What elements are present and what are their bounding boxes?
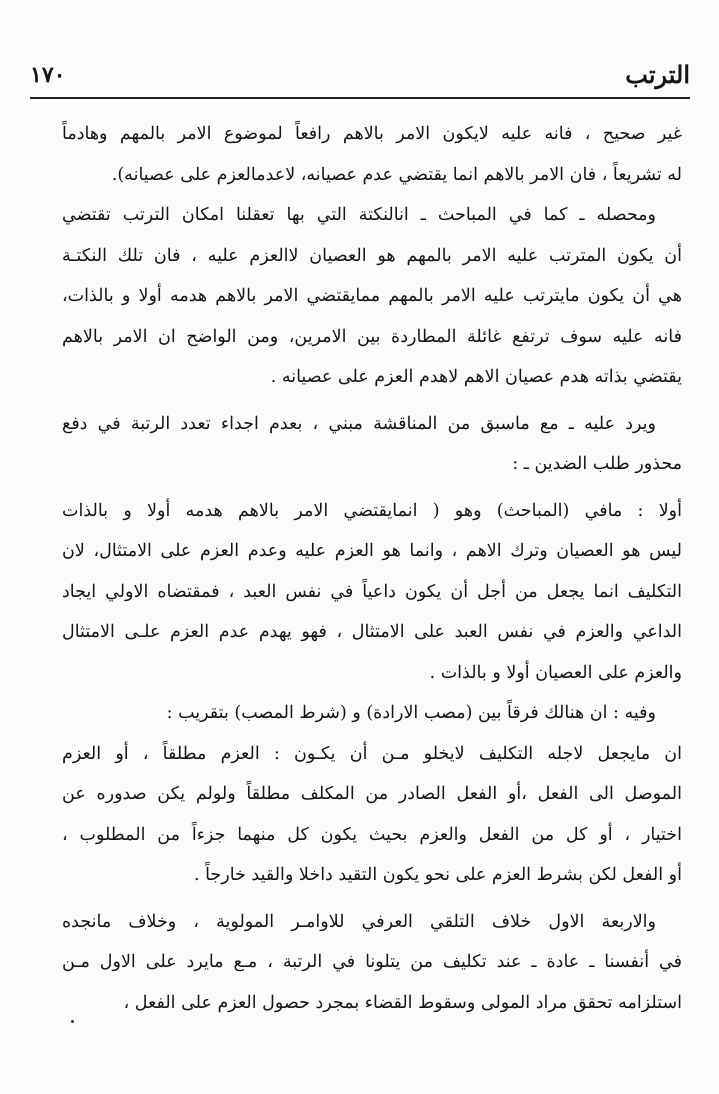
text-line: ان مايجعل لاجله التكليف لايخلو مـن أن يكـون : العزم مطلقاً ، أو العزم xyxy=(62,743,682,764)
text-line: ومحصله ـ كما في المباحث ـ انالنكتة التي بها تعقلنا امكان الترتب تقتضي xyxy=(62,205,656,225)
text-line: في أنفسنا ـ عادة ـ عند تكليف من يتلونا في الرتبة ، مـع مايرد على الاول مـن xyxy=(62,952,682,972)
body-text xyxy=(62,114,682,1023)
text-line: الداعي والعزم في نفس العبد على الامتثال ، فهو يهدم عدم العزم علـى الامتثال xyxy=(62,622,682,642)
text-line: والعزم على العصيان أولا و بالذات . xyxy=(429,662,682,683)
text-line: استلزامه تحقق مراد المولى وسقوط القضاء بمجرد حصول العزم على الفعل ، xyxy=(123,992,682,1013)
text-line: ويرد عليه ـ مع ماسبق من المناقشة مبني ، بعدم اجداء تعدد الرتبة في دفع xyxy=(62,413,656,434)
header-rule xyxy=(30,97,690,99)
text-line: محذور طلب الضدين ـ : xyxy=(512,454,682,474)
text-line: التكليف انما يجعل من أجل أن يكون داعياً في نفس العبد ، فمقتضاه الاولي ايجاد xyxy=(62,581,682,602)
text-line: هي أن يكون مايترتب عليه الامر بالمهم ممايقتضي الامر بالاهم هدمه أولا و بالذات، xyxy=(62,286,682,306)
text-line: أولا : مافي (المباحث) وهو ( انمايقتضي الامر بالاهم هدمه أولا و بالذات xyxy=(62,500,682,521)
ink-speck xyxy=(71,1020,74,1023)
text-line: أن يكون المترتب عليه الامر بالمهم هو العصيان لاالعزم عليه ، فان تلك النكتـة xyxy=(62,245,682,266)
chapter-title: الترتب xyxy=(625,60,690,89)
text-line: وفيه : ان هنالك فرقاً بين (مصب الارادة) و (شرط المصب) بتقريب : xyxy=(166,703,656,723)
text-line: أو الفعل لكن بشرط العزم على نحو يكون التقيد داخلا والقيد خارجاً . xyxy=(193,865,682,885)
text-line: غير صحيح ، فانه عليه لايكون الامر بالاهم رافعاً لموضوع الامر بالمهم وهادماً xyxy=(62,124,682,144)
text-line: والاربعة الاول خلاف التلقي العرفي للاوامـر المولوية ، وخلاف مانجده xyxy=(62,911,656,932)
text-line: ليس هو العصيان وترك الاهم ، وانما هو العزم عليه وعدم العزم على الامتثال، لان xyxy=(62,541,682,561)
text-line: الموصل الى الفعل ،أو الفعل الصادر من المكلف مطلقاً ولولم يكن صدوره عن xyxy=(62,784,682,804)
text-line: يقتضي بذاته هدم عصيان الاهم لاهدم العزم على عصيانه . xyxy=(270,367,682,387)
text-line: له تشريعاً ، فان الامر بالاهم انما يقتضي عدم عصيانه، لاعدمالعزم على عصيانه). xyxy=(111,164,682,185)
text-line: اختيار ، أو كل من الفعل والعزم بحيث يكون كل منهما جزءاً من المطلوب ، xyxy=(62,824,682,845)
page-header xyxy=(30,58,690,98)
page-number: ١٧٠ xyxy=(30,62,66,88)
text-line: فانه عليه سوف ترتفع غائلة المطاردة بين الامرين، ومن الواضح ان الامر بالاهم xyxy=(62,326,682,347)
